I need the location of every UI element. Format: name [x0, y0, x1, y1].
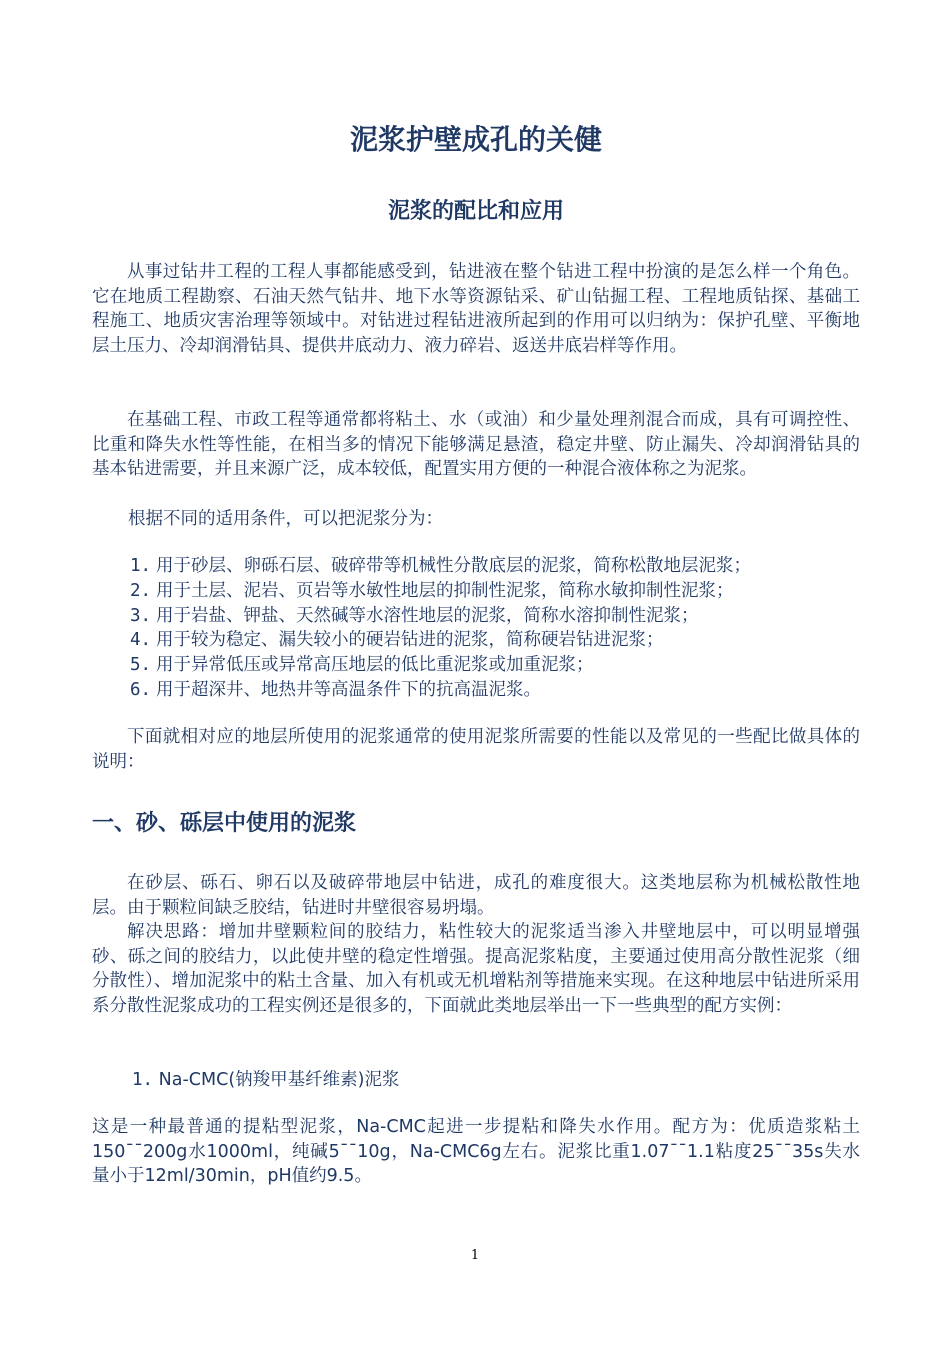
formula-item-number: 1.: [132, 1070, 154, 1090]
list-item-text: 用于较为稳定、漏失较小的硬岩钻进的泥浆，简称硬岩钻进泥浆；: [156, 630, 664, 651]
list-item-number: 5.: [130, 655, 152, 676]
paragraph-classification-lead: 根据不同的适用条件，可以把泥浆分为：: [128, 509, 443, 529]
paragraph-formula-detail: 这是一种最普通的提粘型泥浆，Na-CMC起进一步提粘和降失水作用。配方为：优质造浆粘土150¯¯200g水1000ml，纯碱5¯¯10g，Na-CMC6g左右。泥浆比重1.07¯¯1.1粘度25¯¯35s失水量小于12ml/30min，pH值约9.5。: [92, 1117, 860, 1187]
list-item: [130, 678, 751, 703]
mud-type-list: [130, 554, 751, 703]
paragraph-loose-formation: 在砂层、砾石、卵石以及破碎带地层中钻进，成孔的难度很大。这类地层称为机械松散性地层。由于颗粒间缺乏胶结，钻进时井壁很容易坍塌。: [92, 873, 860, 918]
list-item: [130, 554, 751, 579]
formula-item-heading: [132, 1068, 399, 1093]
list-item-number: 2.: [130, 580, 152, 601]
list-item: [130, 604, 751, 629]
list-item: [130, 653, 751, 678]
list-item: [130, 579, 751, 604]
list-item: [130, 628, 751, 653]
section-heading: 一、砂、砾层中使用的泥浆: [92, 811, 357, 836]
document-subtitle: 泥浆的配比和应用: [387, 199, 564, 224]
list-item-text: 用于土层、泥岩、页岩等水敏性地层的抑制性泥浆，简称水敏抑制性泥浆；: [156, 580, 734, 601]
paragraph-definition: 在基础工程、市政工程等通常都将粘土、水（或油）和少量处理剂混合而成，具有可调控性、比重和降失水性等性能，在相当多的情况下能够满足悬渣，稳定井壁、防止漏失、冷却润滑钻具的基本钻进需要，并且来源广泛，成本较低，配置实用方便的一种混合液体称之为泥浆。: [92, 410, 860, 480]
paragraph-explanation-lead: 下面就相对应的地层所使用的泥浆通常的使用泥浆所需要的性能以及常见的一些配比做具体的说明：: [92, 727, 860, 772]
page-number: 1: [470, 1248, 480, 1263]
list-item-number: 4.: [130, 630, 152, 651]
list-item-number: 6.: [130, 679, 152, 700]
list-item-text: 用于异常低压或异常高压地层的低比重泥浆或加重泥浆；: [156, 655, 594, 676]
list-item-number: 3.: [130, 605, 152, 626]
formula-item-title: Na-CMC(钠羧甲基纤维素)泥浆: [158, 1070, 400, 1090]
list-item-text: 用于砂层、卵砾石层、破碎带等机械性分散底层的泥浆，简称松散地层泥浆；: [156, 556, 751, 576]
list-item-number: 1.: [130, 556, 152, 576]
list-item-text: 用于超深井、地热井等高温条件下的抗高温泥浆。: [156, 679, 541, 700]
paragraph-intro: 从事过钻井工程的工程人事都能感受到，钻进液在整个钻进工程中扮演的是怎么样一个角色。它在地质工程勘察、石油天然气钻井、地下水等资源钻采、矿山钻掘工程、工程地质钻探、基础工程施工、地质灾害治理等领域中。对钻进过程钻进液所起到的作用可以归纳为：保护孔壁、平衡地层土压力、冷却润滑钻具、提供井底动力、液力碎岩、返送井底岩样等作用。: [92, 262, 860, 356]
document-title: 泥浆护壁成孔的关健: [349, 123, 602, 156]
paragraph-solution-approach: 解决思路：增加井壁颗粒间的胶结力，粘性较大的泥浆适当渗入井壁地层中，可以明显增强砂、砾之间的胶结力，以此使井壁的稳定性增强。提高泥浆粘度，主要通过使用高分散性泥浆（细分散性）、增加泥浆中的粘土含量、加入有机或无机增粘剂等措施来实现。在这种地层中钻进所采用系分散性泥浆成功的工程实例还是很多的，下面就此类地层举出一下一些典型的配方实例：: [92, 922, 860, 1016]
list-item-text: 用于岩盐、钾盐、天然碱等水溶性地层的泥浆，简称水溶抑制性泥浆；: [156, 605, 699, 626]
